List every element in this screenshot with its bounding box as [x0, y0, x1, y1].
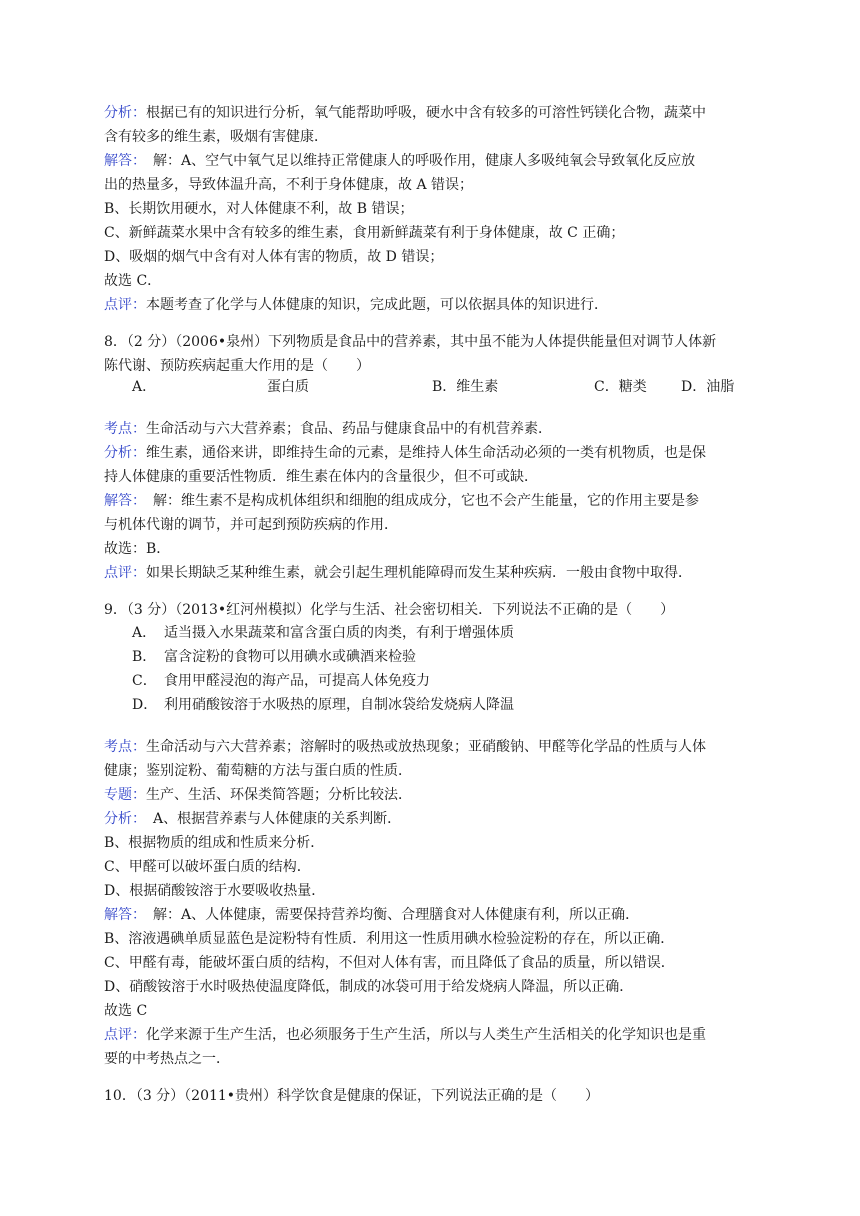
- point-label: 考点：: [104, 421, 146, 437]
- option-d: D．油脂: [681, 379, 735, 395]
- comment-text: 要的中考热点之一．: [104, 1051, 230, 1067]
- question-9-stem: 9．（3 分）（2013•红河州模拟）化学与生活、社会密切相关．下列说法不正确的是（ ）: [104, 602, 675, 618]
- analysis-text: B、根据物质的组成和性质来分析．: [104, 835, 325, 851]
- option-c: C．糖类: [594, 379, 647, 395]
- q7-comment-line: [104, 293, 764, 317]
- option-a-key: A．: [132, 379, 157, 395]
- answer-text: 与机体代谢的调节，并可起到预防疾病的作用．: [104, 517, 398, 533]
- option-a: 蛋白质: [267, 379, 309, 395]
- q7-analysis-line: [104, 101, 764, 125]
- option-a-key: A．: [132, 625, 157, 641]
- q9-comment-line: [104, 1023, 764, 1047]
- point-label: 考点：: [104, 739, 146, 755]
- answer-text: 故选 C．: [104, 273, 162, 289]
- answer-text: 故选 C: [104, 1003, 148, 1019]
- q7-answer-line: [104, 149, 764, 173]
- option-b-key: B．: [132, 649, 157, 665]
- analysis-text: 根据已有的知识进行分析，氧气能帮助呼吸，硬水中含有较多的可溶性钙镁化合物，蔬菜中: [146, 105, 706, 121]
- answer-label: 解答：: [104, 907, 139, 923]
- point-text: 生命活动与六大营养素；食品、药品与健康食品中的有机营养素．: [146, 421, 552, 437]
- topic-text: 生产、生活、环保类简答题；分析比较法．: [146, 787, 412, 803]
- answer-text: D、硝酸铵溶于水时吸热使温度降低，制成的冰袋可用于给发烧病人降温，所以正确．: [104, 979, 634, 995]
- analysis-label: 分析：: [104, 105, 146, 121]
- analysis-text: D、根据硝酸铵溶于水要吸收热量．: [104, 883, 326, 899]
- answer-label: 解答：: [104, 153, 139, 169]
- option-b: B．维生素: [432, 379, 499, 395]
- q9-topic-line: [104, 783, 764, 807]
- point-text: 健康；鉴别淀粉、葡萄糖的方法与蛋白质的性质．: [104, 763, 412, 779]
- point-text: 生命活动与六大营养素；溶解时的吸热或放热现象；亚硝酸钠、甲醛等化学品的性质与人体: [146, 739, 706, 755]
- comment-text: 如果长期缺乏某种维生素，就会引起生理机能障碍而发生某种疾病．一般由食物中取得．: [146, 565, 692, 581]
- answer-text: 解：A、空气中氧气足以维持正常健康人的呼吸作用，健康人多吸纯氧会导致氧化反应放: [139, 153, 696, 169]
- option-c-key: C．: [132, 673, 157, 689]
- answer-text: 解：A、人体健康，需要保持营养均衡、合理膳食对人体健康有利，所以正确．: [139, 907, 640, 923]
- comment-label: 点评：: [104, 297, 146, 313]
- analysis-text: 维生素，通俗来讲，即维持生命的元素，是维持人体生命活动必须的一类有机物质，也是保: [146, 445, 706, 461]
- answer-text: C、甲醛有毒，能破坏蛋白质的结构，不但对人体有害，而且降低了食品的质量，所以错误．: [104, 955, 675, 971]
- analysis-text: 持人体健康的重要活性物质．维生素在体内的含量很少，但不可或缺．: [104, 469, 538, 485]
- answer-text: 故选：B．: [104, 541, 171, 557]
- q8-comment-line: [104, 561, 764, 585]
- q8-point-line: [104, 417, 764, 441]
- analysis-text: 含有较多的维生素，吸烟有害健康．: [104, 129, 328, 145]
- comment-label: 点评：: [104, 1027, 146, 1043]
- option-d: 利用硝酸铵溶于水吸热的原理，自制冰袋给发烧病人降温: [164, 697, 514, 713]
- question-8-stem: 陈代谢、预防疾病起重大作用的是（ ）: [104, 358, 370, 374]
- answer-text: B、溶液遇碘单质显蓝色是淀粉特有性质．利用这一性质用碘水检验淀粉的存在，所以正确．: [104, 931, 675, 947]
- topic-label: 专题：: [104, 787, 146, 803]
- question-10-stem: 10．（3 分）（2011•贵州）科学饮食是健康的保证，下列说法正确的是（ ）: [104, 1088, 600, 1104]
- answer-text: B、长期饮用硬水，对人体健康不利，故 B 错误；: [104, 201, 414, 217]
- analysis-text: A、根据营养素与人体健康的关系判断．: [139, 811, 402, 827]
- q9-answer-line: [104, 903, 764, 927]
- answer-text: D、吸烟的烟气中含有对人体有害的物质，故 D 错误；: [104, 249, 444, 265]
- answer-label: 解答：: [104, 493, 139, 509]
- q9-analysis-line: [104, 807, 764, 831]
- comment-text: 本题考查了化学与人体健康的知识，完成此题，可以依据具体的知识进行．: [146, 297, 608, 313]
- question-8-stem: 8．（2 分）（2006•泉州）下列物质是食品中的营养素，其中虽不能为人体提供能量但对调节人体新: [104, 334, 717, 350]
- analysis-label: 分析：: [104, 811, 139, 827]
- comment-text: 化学来源于生产生活，也必须服务于生产生活，所以与人类生产生活相关的化学知识也是重: [146, 1027, 706, 1043]
- analysis-label: 分析：: [104, 445, 146, 461]
- option-d-key: D．: [132, 697, 158, 713]
- analysis-text: C、甲醛可以破坏蛋白质的结构．: [104, 859, 311, 875]
- answer-text: C、新鲜蔬菜水果中含有较多的维生素，食用新鲜蔬菜有利于身体健康，故 C 正确；: [104, 225, 625, 241]
- comment-label: 点评：: [104, 565, 146, 581]
- q8-analysis-line: [104, 441, 764, 465]
- option-b: 富含淀粉的食物可以用碘水或碘酒来检验: [164, 649, 416, 665]
- option-a: 适当摄入水果蔬菜和富含蛋白质的肉类，有利于增强体质: [164, 625, 514, 641]
- answer-text: 解：维生素不是构成机体组织和细胞的组成成分，它也不会产生能量，它的作用主要是参: [139, 493, 699, 509]
- q9-point-line: [104, 735, 764, 759]
- answer-text: 出的热量多，导致体温升高，不利于身体健康，故 A 错误；: [104, 177, 474, 193]
- q8-answer-line: [104, 489, 764, 513]
- option-c: 食用甲醛浸泡的海产品，可提高人体免疫力: [164, 673, 430, 689]
